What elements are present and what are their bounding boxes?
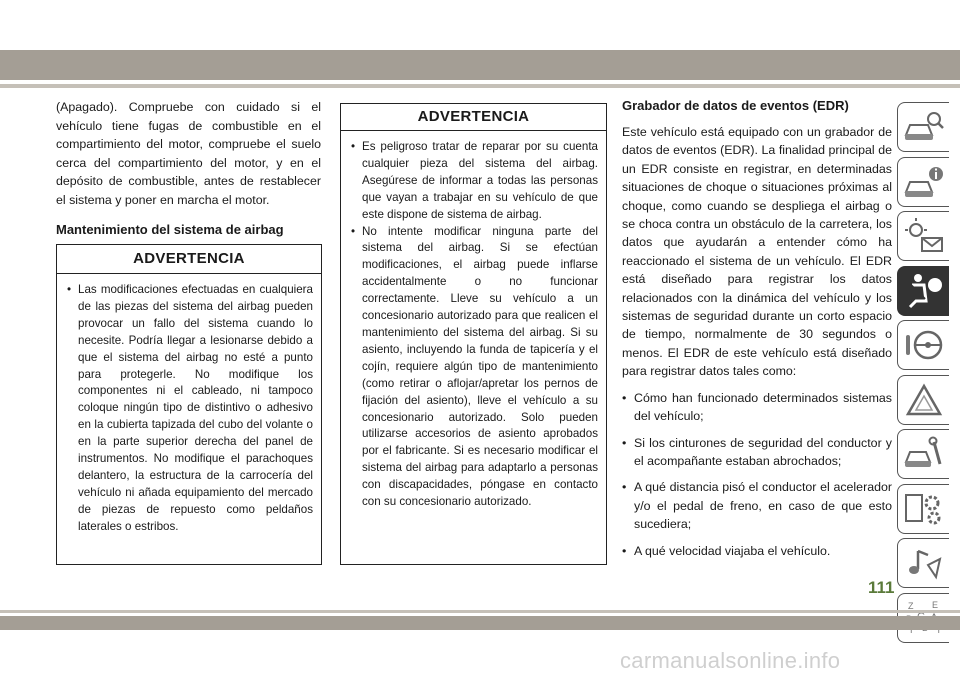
warning-title: ADVERTENCIA [341,104,606,131]
music-navigation-icon [902,543,946,583]
column-left [56,98,321,237]
tab-car-magnifier[interactable] [897,102,949,152]
column-right [622,98,892,560]
footer-band [0,616,960,630]
seatbelt-airbag-icon [902,271,946,311]
tab-emergency[interactable] [897,375,949,425]
tab-driving[interactable] [897,320,949,370]
edr-heading: Grabador de datos de eventos (EDR) [622,98,849,113]
list-item: • Cómo han funcionado determinados sistemas del vehículo; [622,389,892,426]
warning-triangle-icon [902,380,946,420]
list-item: • A qué velocidad viajaba el vehículo. [622,542,892,560]
car-magnifier-icon [902,107,946,147]
tab-safety[interactable] [897,266,949,316]
warning-light-mail-icon [902,216,946,256]
header-rule [0,84,960,88]
index-letter: E [931,599,938,610]
list-item: • A qué distancia pisó el conductor el acelerador y/o el pedal de freno, en caso de que esto sucediera; [622,478,892,533]
warning-box-airbag-service [340,103,607,565]
section-heading: Mantenimiento del sistema de airbag [56,221,284,237]
footer-rule [0,610,960,613]
watermark: carmanualsonline.info [620,648,841,673]
warning-item: • Las modificaciones efectuadas en cualquiera de las piezas del sistema del airbag pueden provocar un fallo del sistema cuando lo necesite. Podría llegar a lesionarse debido a que el sistema del airbag no esté a punto para protegerle. No modifique los componentes ni el cableado, ni tampoco coloque ningún tipo de distintivo o adhesivo en la cubierta tapizada del cubo del volante o en la parte superior derecha del panel de instrumentos. No modifique el parachoques delantero, la estructura de la carrocería del vehículo ni añada equipamiento del mercado de piezas de repuesto como peldaños laterales o estribos. [67,282,313,536]
warning-item: • No intente modificar ninguna parte del sistema del airbag. Si se efectúan modificaciones, el airbag puede inflarse accidentalmente o no funcionar correctamente. Lleve su vehículo a un concesionario autorizado para que realicen el mantenimiento del sistema del airbag. Si su asiento, incluyendo la funda de tapicería y el cojín, requiere algún tipo de mantenimiento (como retirar o aflojar/apretar los pernos de fijación del asiento), lleve el vehículo a su concesionario autorizado. Solo pueden utilizarse accesorios de asiento aprobados por el fabricante. Si es necesario modificar el sistema del airbag para adaptarlo a personas con discapacidades, póngase en contacto con su concesionario autorizado. [351,224,598,511]
chapter-tabs [897,102,949,647]
index-letter: Z [907,600,913,611]
car-info-icon [902,162,946,202]
warning-box-airbag-modifications [56,244,322,565]
edr-bullet-list [622,389,892,560]
warning-body [341,131,606,519]
warning-body [57,274,321,544]
page-number: 111 [868,578,895,597]
car-wrench-icon [902,434,946,474]
warning-item: • Es peligroso tratar de reparar por su cuenta cualquier pieza del sistema del airbag. Asegúrese de informar a todas las personas que vayan a trabajar en su vehículo de que este dispone de sistema de airbag. [351,139,598,224]
tab-maintenance[interactable] [897,429,949,479]
warning-title: ADVERTENCIA [57,245,321,274]
list-item: • Si los cinturones de seguridad del conductor y el acompañante estaban abrochados; [622,434,892,471]
header-band [0,50,960,80]
tab-warning-lights[interactable] [897,211,949,261]
tab-specifications[interactable] [897,484,949,534]
edr-paragraph: Este vehículo está equipado con un grabador de datos de eventos (EDR). La finalidad principal de un EDR consiste en registrar, en determinadas situaciones de choque o situaciones próximas al choque, como cuando se despliega el airbag o se choca contra un obstáculo de la carretera, los datos que ayudarán a entender cómo ha reaccionado el sistema de un vehículo. El EDR está diseñado para registrar los datos relacionados con la dinámica del vehículo y los sistemas de seguridad durante un corto espacio de tiempo, normalmente de 30 segundos o menos. El EDR de este vehículo está diseñado para registrar datos tales como: [622,125,892,379]
tab-car-info[interactable] [897,157,949,207]
gears-icon [902,489,946,529]
intro-paragraph: (Apagado). Compruebe con cuidado si el vehículo tiene fugas de combustible en el compartimiento del motor, compruebe el suelo cerca del compartimiento del motor, y en el depósito de combustible, antes de restablecer el sistema y poner en marcha el motor. [56,100,321,207]
tab-multimedia[interactable] [897,538,949,588]
steering-wheel-icon [902,325,946,365]
